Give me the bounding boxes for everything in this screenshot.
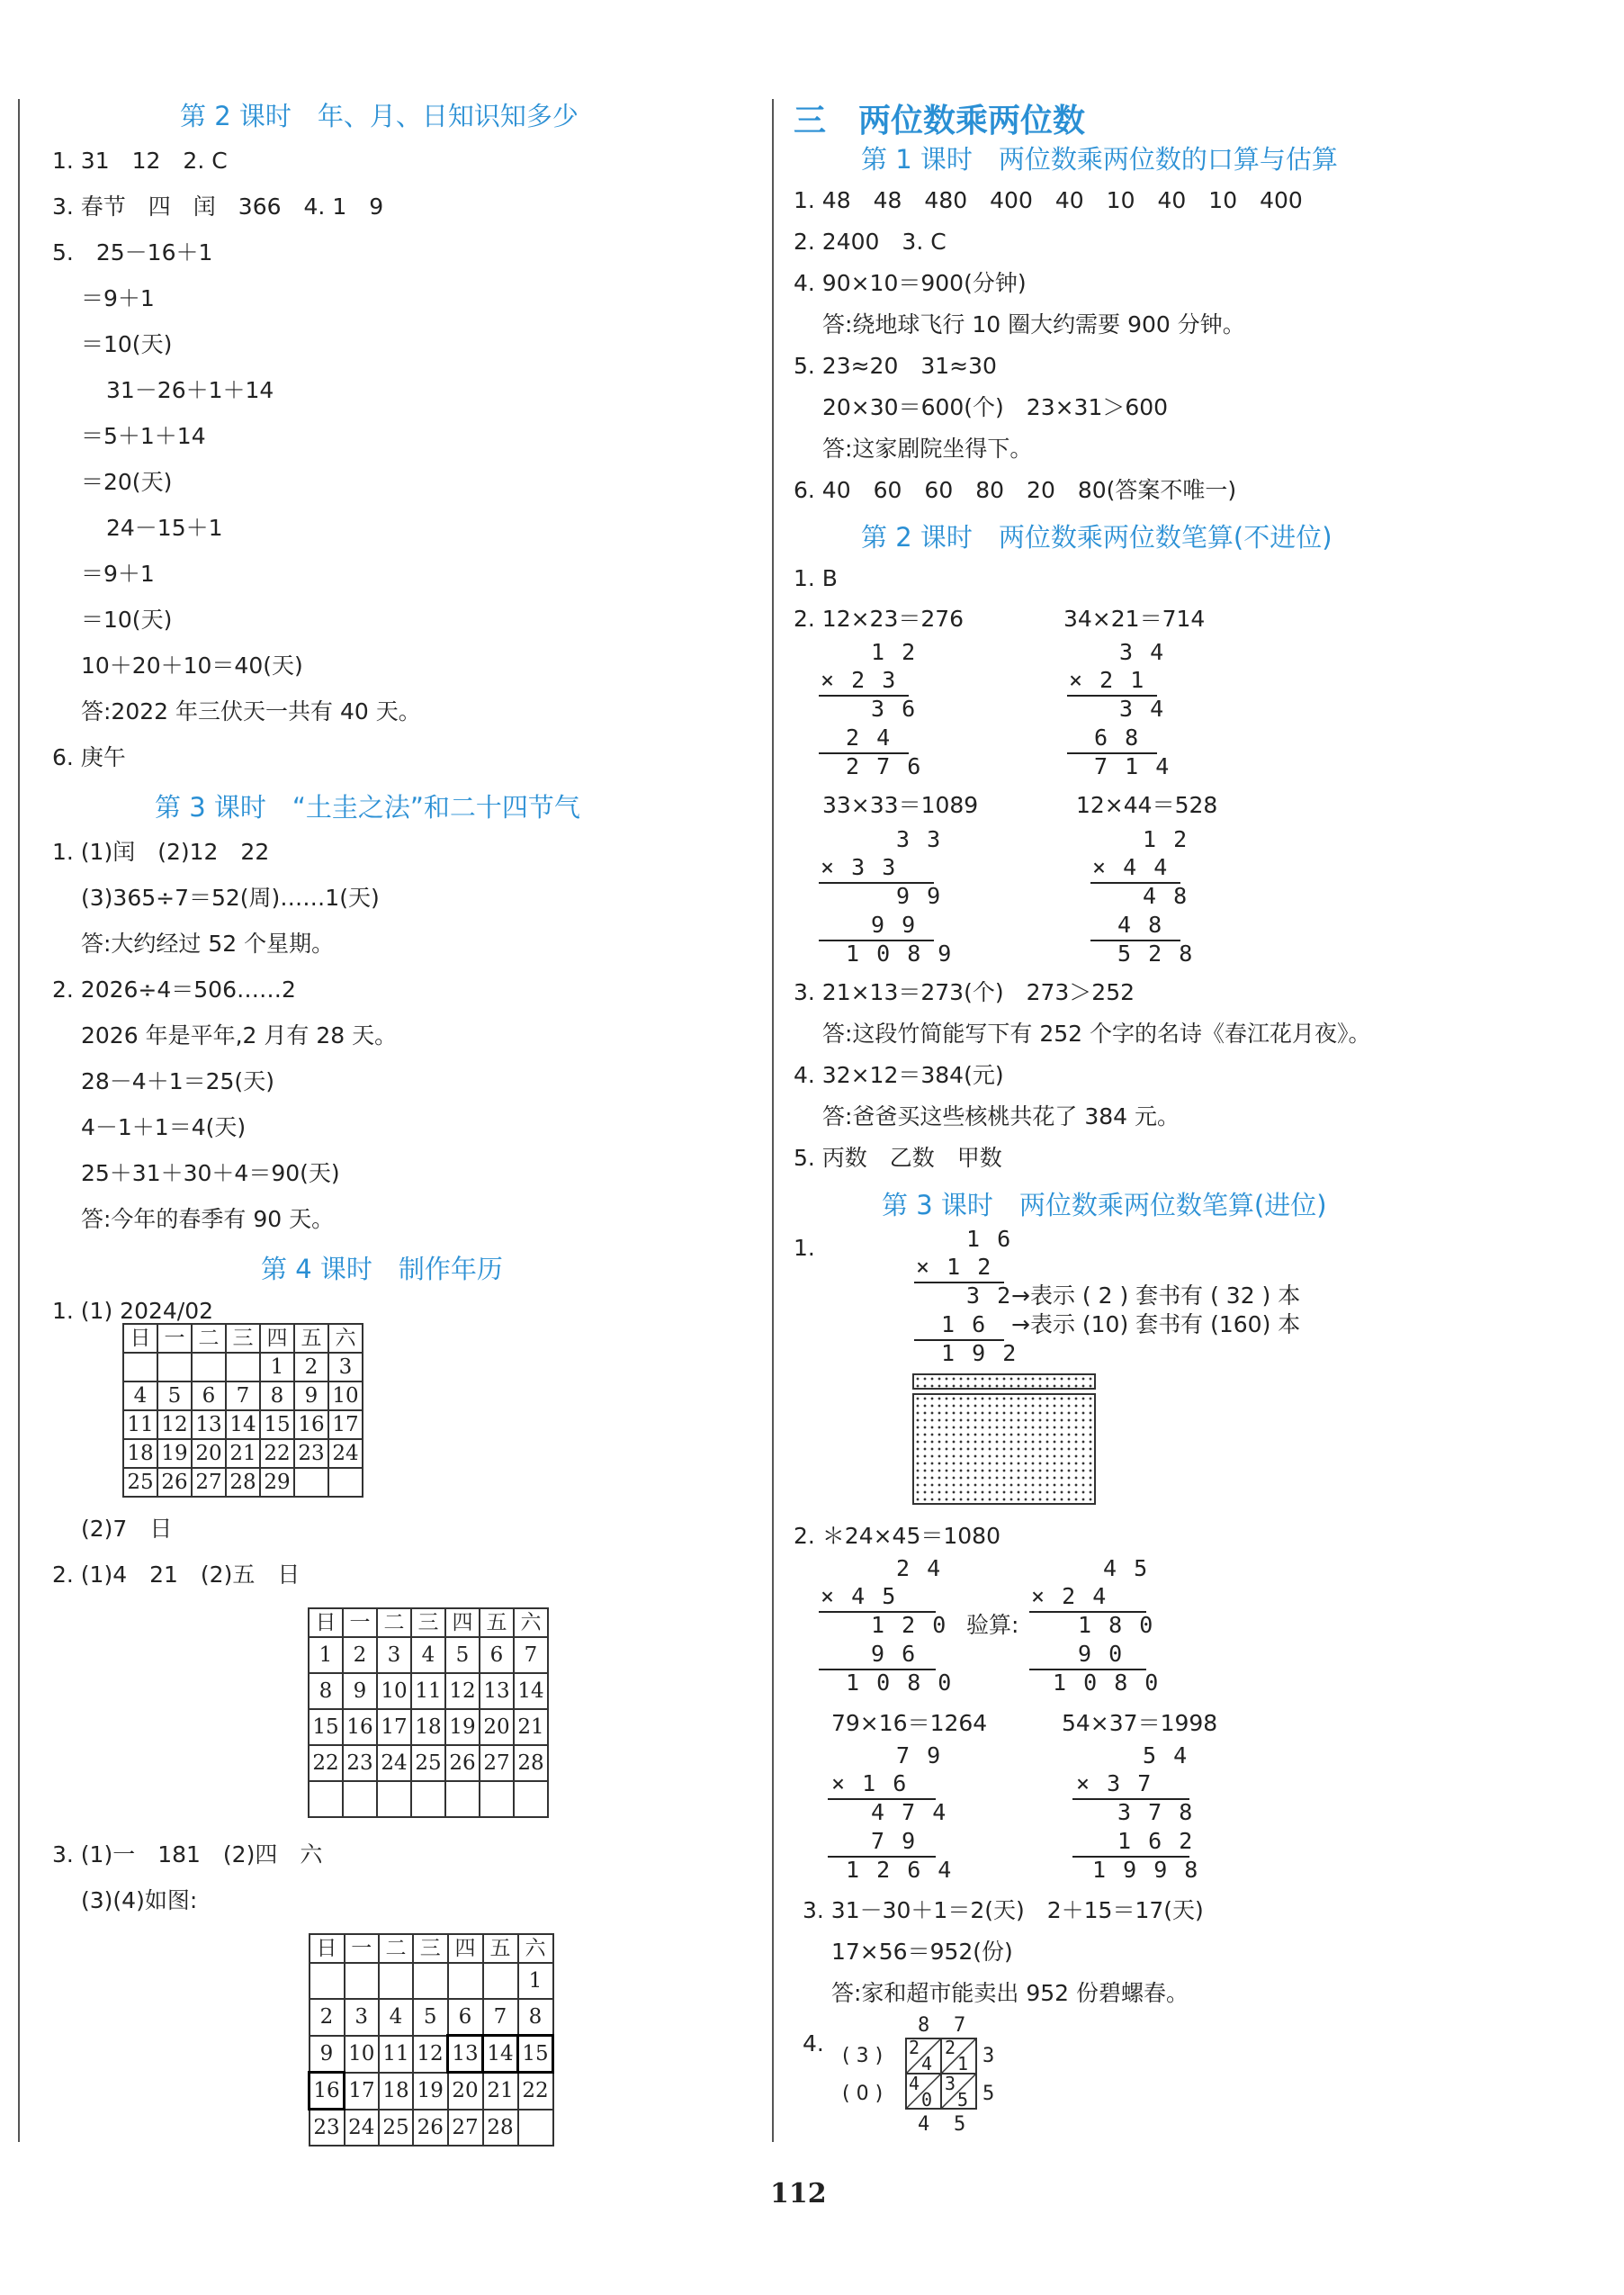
calendar-week-row (309, 1745, 548, 1781)
day-cell: 6 (480, 1637, 514, 1673)
day-cell: 14 (226, 1410, 260, 1439)
weekday-cell: 三 (411, 1608, 445, 1637)
weekday-cell: 三 (413, 1934, 448, 1963)
day-cell (310, 1963, 345, 1999)
day-cell: 26 (157, 1468, 192, 1497)
weekday-cell: 一 (343, 1608, 377, 1637)
calc-row: 3 3 (896, 826, 943, 852)
day-cell: 28 (514, 1745, 548, 1781)
day-cell (328, 1468, 363, 1497)
day-cell: 23 (310, 2110, 345, 2146)
lattice-left-label: ( 0 ) (842, 2083, 884, 2105)
weekday-cell: 六 (518, 1934, 553, 1963)
calendar-week-row (123, 1410, 363, 1439)
day-cell: 14 (483, 2036, 518, 2073)
day-cell: 12 (413, 2036, 448, 2073)
answer-line: 3. (1)一 181 (2)四 六 (52, 1841, 323, 1868)
day-cell: 9 (294, 1382, 328, 1410)
day-cell: 10 (377, 1673, 411, 1709)
weekday-cell: 四 (448, 1934, 483, 1963)
day-cell: 17 (328, 1410, 363, 1439)
day-cell: 3 (345, 1999, 380, 2036)
calc-row: 3 2 (966, 1282, 1013, 1309)
answer-line: (3)(4)如图: (81, 1887, 198, 1913)
answer-line: 24－15＋1 (106, 515, 223, 541)
answer-line: 20×30＝600(个) 23×31＞600 (822, 394, 1169, 420)
calendar-week-row (123, 1468, 363, 1497)
calc-row: 4 8 (1143, 883, 1189, 909)
calendar-q2 (308, 1607, 549, 1818)
day-cell: 7 (483, 1999, 518, 2036)
calc-row: 9 9 (896, 883, 943, 909)
calc-row: 4 7 4 (871, 1799, 948, 1825)
answer-line: 4. 32×12＝384(元) (794, 1062, 1004, 1088)
calendar-week-row (123, 1353, 363, 1382)
day-cell: 1 (260, 1353, 294, 1382)
weekday-cell: 五 (480, 1608, 514, 1637)
day-cell: 5 (445, 1637, 480, 1673)
day-cell (377, 1781, 411, 1817)
lattice-top-digit: 8 (918, 2014, 932, 2037)
answer-line: 12×44＝528 (1076, 792, 1218, 818)
day-cell: 2 (294, 1353, 328, 1382)
day-cell: 16 (343, 1709, 377, 1745)
answer-line: 4. 90×10＝900(分钟) (794, 270, 1027, 296)
calc-row: 1 0 8 0 (846, 1670, 954, 1696)
calc-row: 5 2 8 (1117, 940, 1195, 967)
day-cell: 3 (377, 1637, 411, 1673)
calc-row: 1 2 6 4 (846, 1857, 954, 1883)
answer-line: ＝5＋1＋14 (81, 423, 206, 449)
annotation-note: →表示 ( 2 ) 套书有 ( 32 ) 本 (1011, 1282, 1301, 1309)
weekday-cell: 一 (157, 1324, 192, 1353)
calendar-week-row (310, 2110, 553, 2146)
calendar-week-row (310, 2036, 553, 2073)
answer-line: 5. 23≈20 31≈30 (794, 353, 997, 379)
day-cell: 1 (309, 1637, 343, 1673)
calc-row: 4 5 (1103, 1555, 1150, 1581)
calc-row: 1 0 8 9 (846, 940, 954, 967)
day-cell: 14 (514, 1673, 548, 1709)
day-cell: 5 (157, 1382, 192, 1410)
answer-line: 4－1＋1＝4(天) (81, 1114, 247, 1140)
lattice-cell-digit: 3 (945, 2073, 958, 2094)
calc-row: 6 8 (1094, 724, 1141, 751)
calendar-feb-2024 (122, 1323, 363, 1498)
day-cell: 4 (411, 1637, 445, 1673)
day-cell: 16 (294, 1410, 328, 1439)
lattice-cell-digit: 4 (909, 2073, 922, 2094)
day-cell: 21 (514, 1709, 548, 1745)
day-cell (518, 2110, 553, 2146)
answer-line: 答:绕地球飞行 10 圈大约需要 900 分钟。 (822, 311, 1245, 338)
day-cell: 9 (343, 1673, 377, 1709)
calc-row: 1 6 2 (1117, 1828, 1195, 1854)
weekday-cell: 一 (345, 1934, 380, 1963)
day-cell: 6 (448, 1999, 483, 2036)
day-cell (309, 1781, 343, 1817)
lattice-cell-digit: 2 (945, 2037, 958, 2058)
lesson2-title: 第 2 课时 年、月、日知识知多少 (180, 101, 579, 131)
day-cell: 12 (445, 1673, 480, 1709)
lesson3b-title: 第 3 课时 两位数乘两位数笔算(进位) (882, 1190, 1327, 1220)
answer-line: 54×37＝1998 (1062, 1710, 1218, 1736)
calc-row: 1 2 0 (871, 1612, 948, 1638)
calc-row: 9 0 (1078, 1641, 1125, 1667)
day-cell: 13 (480, 1673, 514, 1709)
calendar-week-row (309, 1673, 548, 1709)
left-margin-rule (18, 99, 20, 2142)
day-cell: 27 (448, 2110, 483, 2146)
lesson3-title: 第 3 课时 “土圭之法”和二十四节气 (155, 792, 580, 823)
lesson1-title: 第 1 课时 两位数乘两位数的口算与估算 (861, 144, 1338, 175)
day-cell (343, 1781, 377, 1817)
answer-line: 2026 年是平年,2 月有 28 天。 (81, 1022, 398, 1048)
day-cell (411, 1781, 445, 1817)
day-cell (226, 1353, 260, 1382)
lattice-cell-digit: 4 (921, 2053, 935, 2074)
answer-line: 3. 春节 四 闰 366 4. 1 9 (52, 194, 384, 220)
column-divider (772, 99, 774, 2142)
day-cell: 17 (345, 2073, 380, 2110)
calc-row: 3 4 (1119, 696, 1166, 722)
weekday-cell: 四 (445, 1608, 480, 1637)
calendar-week-row (309, 1781, 548, 1817)
weekday-cell: 五 (294, 1324, 328, 1353)
answer-line: 答:爸爸买这些核桃共花了 384 元。 (822, 1103, 1180, 1130)
day-cell: 21 (226, 1439, 260, 1468)
day-cell: 2 (310, 1999, 345, 2036)
calendar-q3 (308, 1933, 554, 2146)
lattice-left-label: ( 3 ) (842, 2045, 884, 2067)
calendar-header-row (310, 1934, 553, 1963)
day-cell: 10 (345, 2036, 380, 2073)
day-cell: 19 (445, 1709, 480, 1745)
day-cell: 18 (411, 1709, 445, 1745)
day-cell: 8 (309, 1673, 343, 1709)
day-cell: 5 (413, 1999, 448, 2036)
calc-row: × 2 1 (1069, 667, 1146, 693)
calc-row: 2 4 (846, 724, 893, 751)
weekday-cell: 日 (123, 1324, 157, 1353)
day-cell: 20 (192, 1439, 226, 1468)
answer-line: 答:今年的春季有 90 天。 (81, 1206, 335, 1232)
answer-line: 31－26＋1＋14 (106, 377, 274, 403)
answer-line: 5. 25－16＋1 (52, 239, 213, 266)
day-cell: 15 (260, 1410, 294, 1439)
dot-array-grid (912, 1393, 1096, 1505)
answer-line: 28－4＋1＝25(天) (81, 1068, 274, 1094)
answer-line: 答:这段竹简能写下有 252 个字的名诗《春江花月夜》。 (822, 1021, 1371, 1047)
day-cell: 3 (328, 1353, 363, 1382)
day-cell: 29 (260, 1468, 294, 1497)
day-cell: 13 (448, 2036, 483, 2073)
answer-line: 1. (1) 2024/02 (52, 1298, 214, 1324)
day-cell: 24 (345, 2110, 380, 2146)
day-cell: 2 (343, 1637, 377, 1673)
calc-row: × 2 3 (821, 667, 898, 693)
calendar-week-row (123, 1382, 363, 1410)
lattice-right-digit: 3 (982, 2045, 997, 2067)
answer-line: ＝9＋1 (81, 285, 155, 311)
answer-line: 3. 21×13＝273(个) 273＞252 (794, 979, 1135, 1005)
calc-row: × 3 3 (821, 854, 898, 880)
day-cell: 15 (518, 2036, 553, 2073)
day-cell: 1 (518, 1963, 553, 1999)
day-cell (294, 1468, 328, 1497)
calc-row: 1 9 2 (941, 1340, 1018, 1366)
calc-row: 1 0 8 0 (1053, 1670, 1161, 1696)
answer-line: 25＋31＋30＋4＝90(天) (81, 1160, 340, 1186)
calc-row: 9 6 (871, 1641, 918, 1667)
answer-line: ＝10(天) (81, 331, 173, 357)
weekday-cell: 三 (226, 1324, 260, 1353)
answer-line: 6. 庚午 (52, 744, 126, 770)
day-cell (483, 1963, 518, 1999)
day-cell: 23 (343, 1745, 377, 1781)
day-cell: 28 (483, 2110, 518, 2146)
day-cell: 11 (379, 2036, 413, 2073)
answer-line: 2. (1)4 21 (2)五 日 (52, 1562, 301, 1588)
answer-line: 2. 2026÷4＝506……2 (52, 976, 296, 1003)
calc-row: 2 7 6 (846, 753, 923, 779)
day-cell (157, 1353, 192, 1382)
calc-row: 9 9 (871, 912, 918, 938)
answer-line: 答:家和超市能卖出 952 份碧螺春。 (831, 1980, 1189, 2006)
calc-row: × 3 7 (1076, 1770, 1153, 1796)
calc-row: × 1 2 (916, 1254, 993, 1280)
answer-line: 1. 31 12 2. C (52, 148, 228, 174)
lesson2b-title: 第 2 课时 两位数乘两位数笔算(不进位) (861, 522, 1332, 553)
day-cell (345, 1963, 380, 1999)
answer-line: 答:这家剧院坐得下。 (822, 436, 1033, 462)
weekday-cell: 二 (377, 1608, 411, 1637)
answer-line: 33×33＝1089 (822, 792, 979, 818)
weekday-cell: 日 (310, 1934, 345, 1963)
day-cell (448, 1963, 483, 1999)
day-cell: 12 (157, 1410, 192, 1439)
calendar-header-row (123, 1324, 363, 1353)
answer-line: 34×21＝714 (1063, 606, 1206, 632)
calc-row: × 1 6 (831, 1770, 909, 1796)
calc-row: 1 2 (1143, 826, 1189, 852)
calc-row: 5 4 (1143, 1742, 1189, 1768)
answer-line: 2. 2400 3. C (794, 229, 947, 255)
answer-line: 答:大约经过 52 个星期。 (81, 931, 335, 957)
day-cell: 25 (379, 2110, 413, 2146)
day-cell: 18 (379, 2073, 413, 2110)
day-cell: 19 (157, 1439, 192, 1468)
day-cell (445, 1781, 480, 1817)
day-cell: 28 (226, 1468, 260, 1497)
calc-row: 4 8 (1117, 912, 1164, 938)
lattice-cell-digit: 0 (921, 2089, 935, 2110)
day-cell: 16 (310, 2073, 345, 2110)
day-cell: 6 (192, 1382, 226, 1410)
day-cell (123, 1353, 157, 1382)
day-cell: 22 (260, 1439, 294, 1468)
answer-line: 2. ＊24×45＝1080 (794, 1523, 1000, 1549)
answer-line: 6. 40 60 60 80 20 80(答案不唯一) (794, 477, 1237, 503)
calc-row: 3 7 8 (1117, 1799, 1195, 1825)
calendar-week-row (309, 1709, 548, 1745)
day-cell: 8 (518, 1999, 553, 2036)
calc-row: 7 9 (871, 1828, 918, 1854)
day-cell: 22 (518, 2073, 553, 2110)
day-cell: 13 (192, 1410, 226, 1439)
day-cell: 20 (448, 2073, 483, 2110)
calc-row: 1 2 (871, 639, 918, 665)
answer-line: 79×16＝1264 (831, 1710, 988, 1736)
day-cell: 7 (226, 1382, 260, 1410)
weekday-cell: 二 (379, 1934, 413, 1963)
answer-line: 1. (1)闰 (2)12 22 (52, 839, 270, 865)
day-cell: 27 (480, 1745, 514, 1781)
answer-line: ＝20(天) (81, 469, 173, 495)
unit-title: 三 两位数乘两位数 (794, 103, 1086, 140)
calendar-header-row (309, 1608, 548, 1637)
answer-line: 1. (794, 1235, 815, 1261)
day-cell: 7 (514, 1637, 548, 1673)
answer-line: 10＋20＋10＝40(天) (81, 652, 303, 679)
lattice-bottom-digit: 5 (954, 2113, 968, 2136)
weekday-cell: 五 (483, 1934, 518, 1963)
calc-row: 7 9 (896, 1742, 943, 1768)
answer-line: 3. 31－30＋1＝2(天) 2＋15＝17(天) (803, 1897, 1204, 1923)
day-cell: 25 (123, 1468, 157, 1497)
lattice-bottom-digit: 4 (918, 2113, 932, 2136)
check-label: 验算: (966, 1612, 1019, 1638)
answer-line: ＝9＋1 (81, 561, 155, 587)
weekday-cell: 六 (514, 1608, 548, 1637)
calendar-week-row (310, 2073, 553, 2110)
calendar-week-row (309, 1637, 548, 1673)
day-cell (480, 1781, 514, 1817)
lattice-right-digit: 5 (982, 2083, 997, 2105)
day-cell: 26 (445, 1745, 480, 1781)
day-cell: 24 (328, 1439, 363, 1468)
day-cell: 10 (328, 1382, 363, 1410)
day-cell: 8 (260, 1382, 294, 1410)
lattice-cell-digit: 1 (957, 2053, 971, 2074)
day-cell: 4 (379, 1999, 413, 2036)
day-cell: 20 (480, 1709, 514, 1745)
calendar-week-row (310, 1999, 553, 2036)
calc-row: 7 1 4 (1094, 753, 1171, 779)
day-cell: 18 (123, 1439, 157, 1468)
answer-line: ＝10(天) (81, 607, 173, 633)
calc-row: 3 6 (871, 696, 918, 722)
calendar-week-row (123, 1439, 363, 1468)
day-cell: 11 (123, 1410, 157, 1439)
weekday-cell: 六 (328, 1324, 363, 1353)
lattice-cell-digit: 2 (909, 2037, 922, 2058)
page-number: 112 (770, 2178, 827, 2210)
calendar-week-row (310, 1963, 553, 1999)
answer-line: 5. 丙数 乙数 甲数 (794, 1145, 1002, 1171)
calc-row: × 2 4 (1031, 1583, 1108, 1609)
day-cell: 25 (411, 1745, 445, 1781)
weekday-cell: 二 (192, 1324, 226, 1353)
day-cell (514, 1781, 548, 1817)
day-cell: 23 (294, 1439, 328, 1468)
day-cell: 22 (309, 1745, 343, 1781)
calc-row: 3 4 (1119, 639, 1166, 665)
lattice-cell-digit: 5 (957, 2089, 971, 2110)
calc-row: 1 8 0 (1078, 1612, 1155, 1638)
answer-line: 1. 48 48 480 400 40 10 40 10 400 (794, 187, 1303, 213)
dot-array-strip (912, 1373, 1096, 1390)
answer-line: (3)365÷7＝52(周)……1(天) (81, 885, 380, 911)
day-cell: 17 (377, 1709, 411, 1745)
day-cell: 21 (483, 2073, 518, 2110)
answer-line: (2)7 日 (81, 1516, 173, 1542)
day-cell (192, 1353, 226, 1382)
calc-row: × 4 5 (821, 1583, 898, 1609)
answer-line: 答:2022 年三伏天一共有 40 天。 (81, 698, 421, 724)
day-cell: 15 (309, 1709, 343, 1745)
answer-line: 2. 12×23＝276 (794, 606, 965, 632)
lattice-top-digit: 7 (954, 2014, 968, 2037)
day-cell: 11 (411, 1673, 445, 1709)
answer-line: 17×56＝952(份) (831, 1939, 1013, 1965)
day-cell: 24 (377, 1745, 411, 1781)
weekday-cell: 四 (260, 1324, 294, 1353)
annotation-note: →表示 (10) 套书有 (160) 本 (1011, 1311, 1301, 1337)
calc-row: 1 9 9 8 (1092, 1857, 1200, 1883)
calc-row: × 4 4 (1092, 854, 1170, 880)
weekday-cell: 日 (309, 1608, 343, 1637)
day-cell (413, 1963, 448, 1999)
day-cell (379, 1963, 413, 1999)
calc-row: 1 6 (966, 1226, 1013, 1252)
answer-line: 4. (803, 2030, 824, 2056)
day-cell: 9 (310, 2036, 345, 2073)
day-cell: 27 (192, 1468, 226, 1497)
day-cell: 26 (413, 2110, 448, 2146)
answer-line: 1. B (794, 565, 838, 591)
day-cell: 19 (413, 2073, 448, 2110)
lesson4-title: 第 4 课时 制作年历 (261, 1254, 503, 1284)
day-cell: 4 (123, 1382, 157, 1410)
calc-row: 2 4 (896, 1555, 943, 1581)
calc-row: 1 6 (941, 1311, 988, 1337)
